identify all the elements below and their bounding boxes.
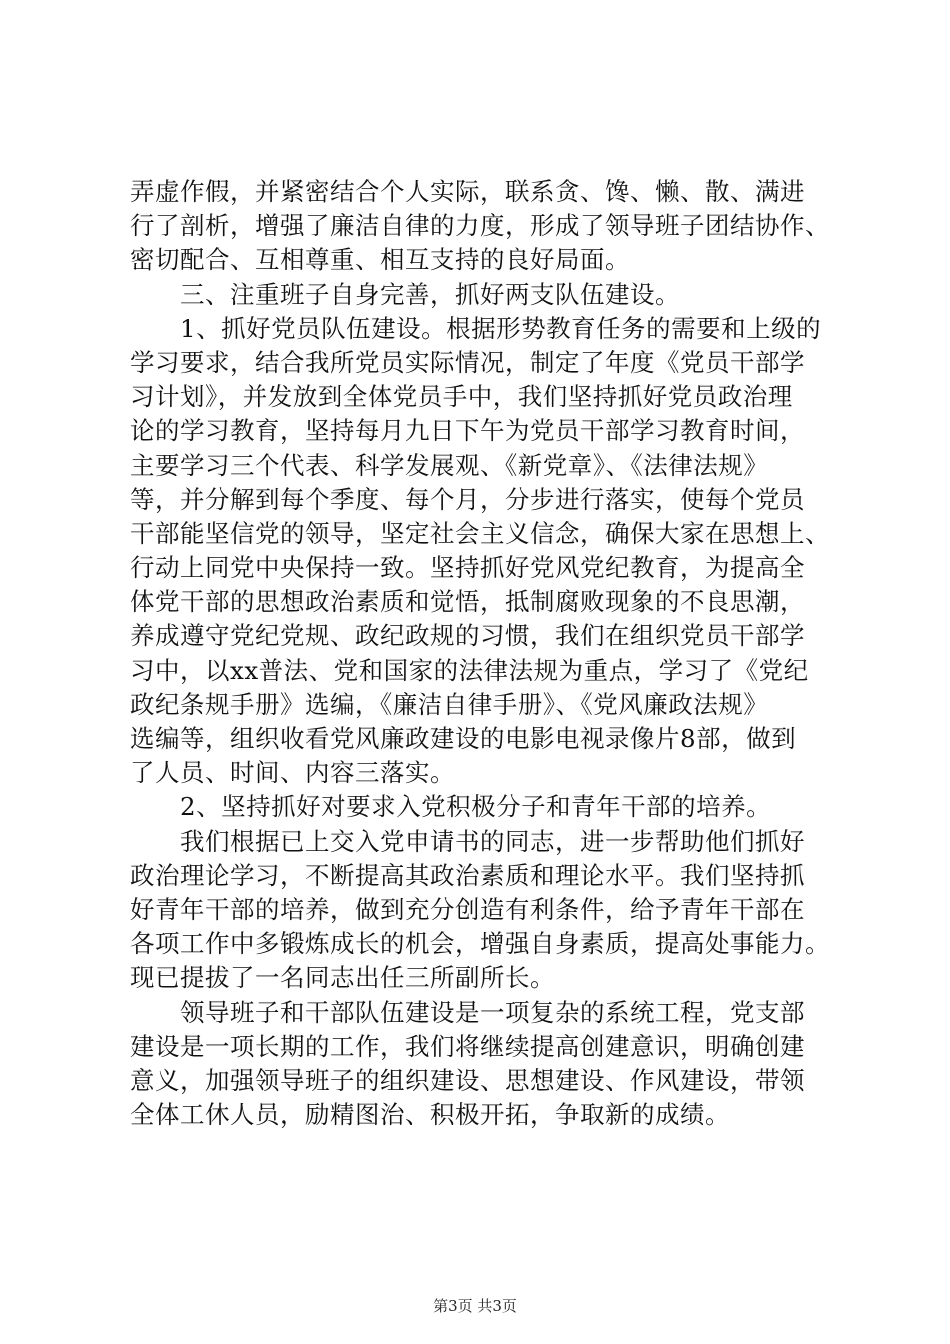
text-line: 选编等，组织收看党风廉政建设的电影电视录像片8部，做到 xyxy=(130,724,797,753)
text-line: 各项工作中多锻炼成长的机会，增强自身素质，提高处事能力。 xyxy=(130,929,830,959)
text-line: 主要学习三个代表、科学发展观、《新党章》、《法律法规》 xyxy=(130,450,769,480)
page-number-footer: 第3页 共3页 xyxy=(433,1297,517,1315)
text-line: 养成遵守党纪党规、政纪政规的习惯，我们在组织党员干部学 xyxy=(130,621,805,651)
text-line: 学习要求，结合我所党员实际情况，制定了年度《党员干部学 xyxy=(130,347,805,377)
text-line: 现已提拔了一名同志出任三所副所长。 xyxy=(130,963,555,993)
text-line: 我们根据已上交入党申请书的同志，进一步帮助他们抓好 xyxy=(130,826,805,856)
text-line: 密切配合、互相尊重、相互支持的良好局面。 xyxy=(130,245,630,275)
document-body xyxy=(130,175,830,1132)
text-line: 政纪条规手册》选编，《廉洁自律手册》、《党风廉政法规》 xyxy=(130,689,769,719)
subsection-heading: 2、坚持抓好对要求入党积极分子和青年干部的培养。 xyxy=(130,792,772,822)
text-line: 体党干部的思想政治素质和觉悟，抵制腐败现象的不良思潮， xyxy=(130,587,805,617)
text-line: 干部能坚信党的领导，坚定社会主义信念，确保大家在思想上、 xyxy=(130,518,830,548)
text-line: 弄虚作假，并紧密结合个人实际，联系贪、馋、懒、散、满进 xyxy=(130,177,805,206)
text-line: 行动上同党中央保持一致。坚持抓好党风党纪教育，为提高全 xyxy=(130,553,805,583)
text-line: 建设是一项长期的工作，我们将继续提高创建意识，明确创建 xyxy=(130,1031,805,1061)
text-line: 了人员、时间、内容三落实。 xyxy=(130,758,455,788)
text-line: 好青年干部的培养，做到充分创造有利条件，给予青年干部在 xyxy=(130,894,805,924)
text-line: 全体工休人员，励精图治、积极开拓，争取新的成绩。 xyxy=(130,1100,730,1130)
text-line: 政治理论学习，不断提高其政治素质和理论水平。我们坚持抓 xyxy=(130,860,805,890)
text-line: 1、抓好党员队伍建设。根据形势教育任务的需要和上级的 xyxy=(130,313,822,343)
text-line: 习中，以xx普法、党和国家的法律法规为重点，学习了《党纪 xyxy=(130,655,809,685)
text-line: 行了剖析，增强了廉洁自律的力度，形成了领导班子团结协作、 xyxy=(130,211,830,241)
text-line: 等，并分解到每个季度、每个月，分步进行落实，使每个党员 xyxy=(130,484,805,514)
section-heading: 三、注重班子自身完善，抓好两支队伍建设。 xyxy=(130,279,680,309)
text-line: 意义，加强领导班子的组织建设、思想建设、作风建设，带领 xyxy=(130,1065,805,1095)
text-line: 领导班子和干部队伍建设是一项复杂的系统工程，党支部 xyxy=(130,997,805,1027)
text-line: 论的学习教育，坚持每月九日下午为党员干部学习教育时间， xyxy=(130,416,805,446)
text-line: 习计划》，并发放到全体党员手中，我们坚持抓好党员政治理 xyxy=(130,382,793,412)
